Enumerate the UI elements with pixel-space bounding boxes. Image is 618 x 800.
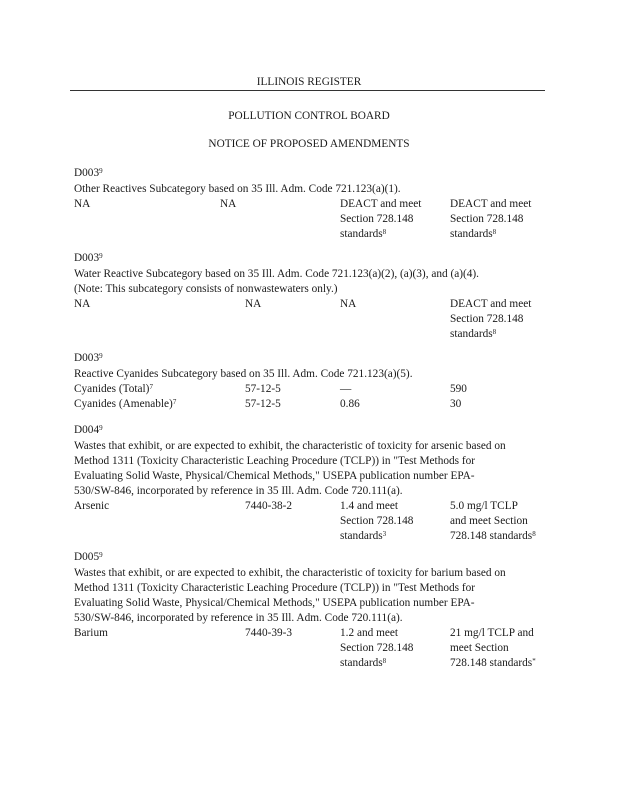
waste-description: Evaluating Solid Waste, Physical/Chemical Methods," USEPA publication number EPA-: [74, 470, 475, 482]
wastewater-standard: Section 728.148: [340, 642, 414, 654]
footnote-marker: 9: [99, 424, 103, 432]
nonwastewater-standard: 30: [450, 398, 462, 410]
nonwastewater-standard: standards$^8$: [450, 228, 497, 240]
wastewater-standard: NA: [340, 298, 357, 310]
constituent-name: Cyanides (Total)$^7$: [74, 383, 153, 395]
cas-number: 7440-38-2: [245, 500, 293, 512]
footnote-marker: 8: [492, 228, 497, 236]
waste-description: Method 1311 (Toxicity Characteristic Leaching Procedure (TCLP)) in "Test Methods for: [74, 582, 476, 594]
footnote-marker: 9: [99, 551, 103, 559]
footnote-marker: 9: [99, 252, 103, 260]
constituent-name: Cyanides (Amenable)$^7$: [74, 398, 177, 410]
constituent-name: Arsenic: [74, 500, 110, 512]
waste-description: Evaluating Solid Waste, Physical/Chemical Methods," USEPA publication number EPA-: [74, 597, 475, 609]
footnote-marker: *: [532, 657, 536, 665]
nonwastewater-standard: DEACT and meet: [450, 298, 532, 310]
waste-code: $D003^9$: [74, 252, 103, 264]
cas-number: NA: [220, 198, 237, 210]
waste-description: 530/SW-846, incorporated by reference in 35 Ill. Adm. Code 720.111(a).: [74, 485, 403, 497]
footnote-marker: 7: [149, 383, 153, 391]
wastewater-standard: —: [340, 383, 352, 395]
waste-description: 530/SW-846, incorporated by reference in 35 Ill. Adm. Code 720.111(a).: [74, 612, 403, 624]
footnote-marker: 9: [99, 352, 103, 360]
waste-description: Wastes that exhibit, or are expected to exhibit, the characteristic of toxicity for barium based on: [74, 567, 506, 579]
cas-number: 57-12-5: [245, 398, 281, 410]
footnote-marker: 8: [492, 328, 497, 336]
footnote-marker: 8: [382, 657, 387, 665]
wastewater-standard: Section 728.148: [340, 213, 414, 225]
wastewater-standard: Section 728.148: [340, 515, 414, 527]
cas-number: NA: [245, 298, 262, 310]
wastewater-standard: standards$^8$: [340, 228, 387, 240]
footnote-marker: 3: [382, 530, 387, 538]
waste-description: Wastes that exhibit, or are expected to exhibit, the characteristic of toxicity for arsenic based on: [74, 440, 506, 452]
waste-code: $D003^9$: [74, 352, 103, 364]
nonwastewater-standard: 728.148 standards*: [450, 657, 536, 669]
nonwastewater-standard: 590: [450, 383, 467, 395]
footnote-marker: 8: [532, 530, 536, 538]
header-rule: [70, 90, 545, 91]
waste-description: Other Reactives Subcategory based on 35 Ill. Adm. Code 721.123(a)(1).: [74, 183, 401, 195]
cas-number: 7440-39-3: [245, 627, 293, 639]
wastewater-standard: standards$^8$: [340, 657, 387, 669]
waste-description: Reactive Cyanides Subcategory based on 35 Ill. Adm. Code 721.123(a)(5).: [74, 368, 413, 380]
nonwastewater-standard: 21 mg/l TCLP and: [450, 627, 534, 639]
nonwastewater-standard: 728.148 standards$^8$: [450, 530, 536, 542]
nonwastewater-standard: meet Section: [450, 642, 509, 654]
nonwastewater-standard: and meet Section: [450, 515, 528, 527]
waste-description: Method 1311 (Toxicity Characteristic Leaching Procedure (TCLP)) in "Test Methods for: [74, 455, 476, 467]
notice-title: NOTICE OF PROPOSED AMENDMENTS: [208, 138, 410, 150]
wastewater-standard: 1.2 and meet: [340, 627, 399, 639]
waste-description: Water Reactive Subcategory based on 35 Ill. Adm. Code 721.123(a)(2), (a)(3), and (a)(4).: [74, 268, 480, 280]
wastewater-standard: 0.86: [340, 398, 360, 410]
constituent-name: NA: [74, 198, 91, 210]
wastewater-standard: 1.4 and meet: [340, 500, 399, 512]
footnote-marker: 8: [382, 228, 387, 236]
waste-code: $D005^9$: [74, 551, 103, 563]
waste-description: (Note: This subcategory consists of nonwastewaters only.): [74, 283, 338, 295]
register-title: ILLINOIS REGISTER: [256, 76, 362, 88]
constituent-name: NA: [74, 298, 91, 310]
cas-number: 57-12-5: [245, 383, 281, 395]
footnote-marker: 9: [99, 167, 103, 175]
waste-code: $D004^9$: [74, 424, 103, 436]
waste-code: $D003^9$: [74, 167, 103, 179]
wastewater-standard: standards$^3$: [340, 530, 387, 542]
footnote-marker: 7: [172, 398, 177, 406]
constituent-name: Barium: [74, 627, 108, 639]
board-title: POLLUTION CONTROL BOARD: [228, 110, 390, 122]
nonwastewater-standard: DEACT and meet: [450, 198, 532, 210]
nonwastewater-standard: standards$^8$: [450, 328, 497, 340]
nonwastewater-standard: 5.0 mg/l TCLP: [450, 500, 518, 512]
nonwastewater-standard: Section 728.148: [450, 313, 524, 325]
nonwastewater-standard: Section 728.148: [450, 213, 524, 225]
wastewater-standard: DEACT and meet: [340, 198, 422, 210]
